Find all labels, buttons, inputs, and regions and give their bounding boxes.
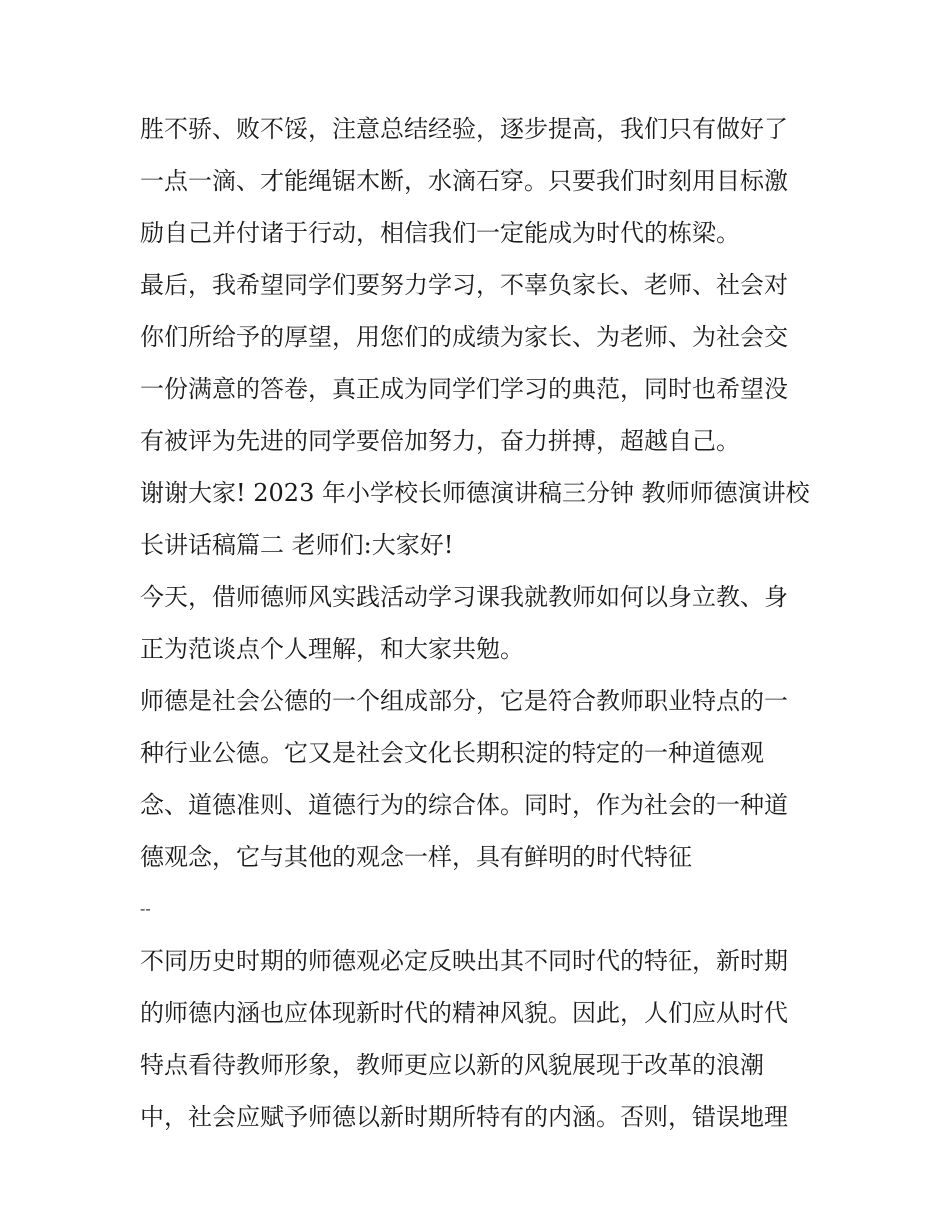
text-line: 正为范谈点个人理解，和大家共勉。 bbox=[140, 635, 524, 663]
text-line: 念、道德准则、道德行为的综合体。同时，作为社会的一种道 bbox=[140, 791, 788, 819]
text-line: 种行业公德。它又是社会文化长期积淀的特定的一种道德观 bbox=[140, 739, 764, 767]
text-line: 中，社会应赋予师德以新时期所特有的内涵。否则，错误地理 bbox=[140, 1103, 788, 1131]
text-line: 不同历史时期的师德观必定反映出其不同时代的特征，新时期 bbox=[140, 947, 788, 975]
text-line: 胜不骄、败不馁，注意总结经验，逐步提高，我们只有做好了 bbox=[140, 115, 788, 143]
text-line: 励自己并付诸于行动，相信我们一定能成为时代的栋梁。 bbox=[140, 219, 740, 247]
text-line: 特点看待教师形象，教师更应以新的风貌展现于改革的浪潮 bbox=[140, 1051, 764, 1079]
text-line: 的师德内涵也应体现新时代的精神风貌。因此，人们应从时代 bbox=[140, 999, 788, 1027]
text-line: 德观念，它与其他的观念一样，具有鲜明的时代特征 bbox=[140, 843, 692, 871]
text-line: 有被评为先进的同学要倍加努力，奋力拼搏，超越自己。 bbox=[140, 427, 740, 455]
section-divider: -- bbox=[140, 899, 151, 918]
text-line: 最后，我希望同学们要努力学习，不辜负家长、老师、社会对 bbox=[140, 271, 788, 299]
text-line: 师德是社会公德的一个组成部分，它是符合教师职业特点的一 bbox=[140, 687, 788, 715]
text-line: 长讲话稿篇二 老师们:大家好! bbox=[140, 531, 454, 559]
text-line: 今天，借师德师风实践活动学习课我就教师如何以身立教、身 bbox=[140, 583, 788, 611]
document-body bbox=[140, 103, 820, 1143]
text-line: 你们所给予的厚望，用您们的成绩为家长、为老师、为社会交 bbox=[140, 323, 788, 351]
text-line: 谢谢大家! 2023 年小学校长师德演讲稿三分钟 教师师德演讲校 bbox=[140, 479, 810, 507]
text-line: 一点一滴、才能绳锯木断，水滴石穿。只要我们时刻用目标激 bbox=[140, 167, 788, 195]
text-line: 一份满意的答卷，真正成为同学们学习的典范，同时也希望没 bbox=[140, 375, 788, 403]
